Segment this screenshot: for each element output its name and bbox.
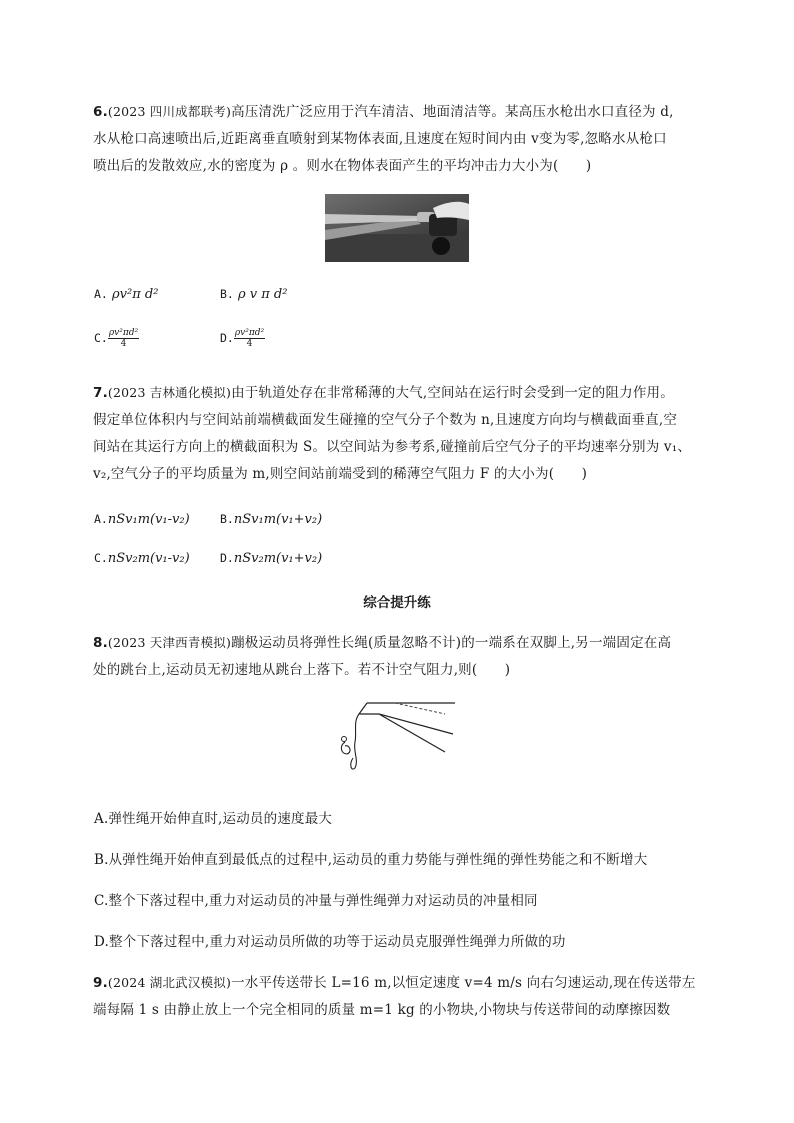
q7-option-c <box>94 549 190 568</box>
q6-option-c-key: C. <box>94 331 108 345</box>
q8-line-2: 处的跳台上,运动员无初速地从跳台上落下。若不计空气阻力,则( ) <box>93 662 511 678</box>
q6-option-a <box>94 285 158 304</box>
q6-option-d-denominator: 4 <box>246 339 253 349</box>
q6-line-2: 水从枪口高速喷出后,近距离垂直喷射到某物体表面,且速度在短时间内由 v变为零,忽略水从枪口 <box>93 131 667 147</box>
pressure-washer-photo <box>325 194 469 262</box>
q8-line-1 <box>93 634 671 652</box>
q6-option-c-denominator: 4 <box>120 339 127 349</box>
q6-line-1 <box>93 103 674 121</box>
q7-option-c-key: C. <box>94 551 108 565</box>
q7-option-d <box>220 549 322 568</box>
q6-option-a-text: ρv²π d² <box>112 287 159 302</box>
q7-number: 7. <box>93 385 108 401</box>
q7-option-b-text: nSv₁m(v₁+v₂) <box>233 512 323 527</box>
q6-option-d <box>220 328 265 349</box>
q8-option-d: D.整个下落过程中,重力对运动员所做的功等于运动员克服弹性绳弹力所做的功 <box>94 934 566 950</box>
bungee-diagram <box>335 698 460 770</box>
q7-option-c-text: nSv₂m(v₁-v₂) <box>107 551 190 566</box>
q7-line-1 <box>93 384 674 402</box>
q8-number: 8. <box>93 635 108 651</box>
q6-option-d-key: D. <box>220 331 234 345</box>
q6-text-1: 高压清洗广泛应用于汽车清洁、地面清洁等。某高压水枪出水口直径为 d, <box>231 104 674 120</box>
q6-line-3: 喷出后的发散效应,水的密度为 ρ 。则水在物体表面产生的平均冲击力大小为( ) <box>93 158 592 174</box>
q7-option-a-key: A. <box>94 512 108 526</box>
q8-option-b: B.从弹性绳开始伸直到最低点的过程中,运动员的重力势能与弹性绳的弹性势能之和不断增大 <box>94 852 648 868</box>
q7-option-d-key: D. <box>220 551 234 565</box>
q6-option-b-text: ρ v π d² <box>238 287 288 302</box>
q9-number: 9. <box>93 975 108 991</box>
q9-source: (2024 湖北武汉模拟) <box>107 975 232 990</box>
q6-option-c-fraction <box>108 328 139 349</box>
q6-option-b <box>220 285 287 304</box>
q8-source: (2023 天津西青模拟) <box>107 635 232 650</box>
section-title: 综合提升练 <box>363 595 431 611</box>
q7-text-1: 由于轨道处存在非常稀薄的大气,空间站在运行时会受到一定的阻力作用。 <box>231 385 674 401</box>
q6-option-c-numerator: ρv²πd² <box>108 328 139 338</box>
q8-text-1: 蹦极运动员将弹性长绳(质量忽略不计)的一端系在双脚上,另一端固定在高 <box>231 635 672 651</box>
q8-option-a: A.弹性绳开始伸直时,运动员的速度最大 <box>94 811 333 827</box>
q6-source: (2023 四川成都联考) <box>107 104 232 119</box>
q9-line-2: 端每隔 1 s 由静止放上一个完全相同的质量 m=1 kg 的小物块,小物块与传送带间的动摩擦因数 <box>93 1002 671 1018</box>
q6-option-b-key: B. <box>220 287 234 301</box>
q8-option-c: C.整个下落过程中,重力对运动员的冲量与弹性绳弹力对运动员的冲量相同 <box>94 893 538 909</box>
q9-text-1: 一水平传送带长 L=16 m,以恒定速度 v=4 m/s 向右匀速运动,现在传送带左 <box>231 975 696 991</box>
q7-line-2: 假定单位体积内与空间站前端横截面发生碰撞的空气分子个数为 n,且速度方向均与横截面垂直,空 <box>93 412 678 428</box>
q6-option-c <box>94 328 139 349</box>
q7-source: (2023 吉林通化模拟) <box>107 385 232 400</box>
q7-option-b-key: B. <box>220 512 234 526</box>
q7-line-4: v₂,空气分子的平均质量为 m,则空间站前端受到的稀薄空气阻力 F 的大小为( ) <box>93 466 588 482</box>
q6-option-d-fraction <box>234 328 265 349</box>
q7-option-a-text: nSv₁m(v₁-v₂) <box>107 512 190 527</box>
q7-option-b <box>220 510 322 529</box>
q7-option-a <box>94 510 190 529</box>
q7-line-3: 间站在其运行方向上的横截面积为 S。以空间站为参考系,碰撞前后空气分子的平均速率分别为 v₁、 <box>93 439 692 455</box>
q6-number: 6. <box>93 104 108 120</box>
q9-line-1 <box>93 974 696 992</box>
q6-option-a-key: A. <box>94 287 108 301</box>
q7-option-d-text: nSv₂m(v₁+v₂) <box>233 551 323 566</box>
q6-option-d-numerator: ρv²πd² <box>234 328 265 338</box>
